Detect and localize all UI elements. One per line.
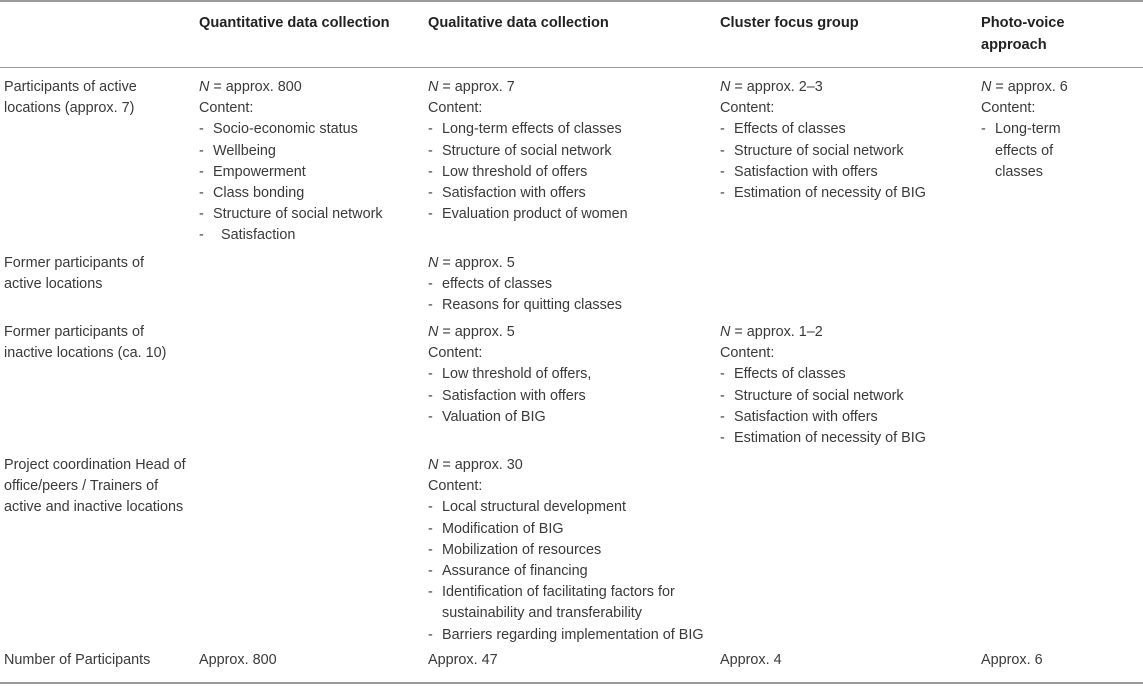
list-item: - Satisfaction with offers <box>720 163 878 180</box>
list-item: - Low threshold of offers, <box>428 366 592 383</box>
content-label: Content: <box>981 100 1036 117</box>
totals-label: Number of Participants <box>4 652 151 668</box>
list-item: - Local structural development <box>428 499 626 516</box>
list-item: - Effects of classes <box>720 121 846 138</box>
cell-qual-former-active <box>428 253 714 317</box>
header-cluster-focus-group: Cluster focus group <box>720 15 859 31</box>
list-item: - Satisfaction with offers <box>428 387 586 404</box>
list-item: - Long-term effects of classes <box>981 121 1061 180</box>
content-label: Content: <box>720 345 775 362</box>
content-label: Content: <box>428 478 483 495</box>
cell-quant-active <box>199 77 421 247</box>
row-label-former-inactive: Former participants of inactive locations (ca. 10) <box>4 324 167 362</box>
n-line: N = approx. 800 <box>199 79 302 95</box>
cell-qual-active <box>428 77 714 225</box>
list-item: - Reasons for quitting classes <box>428 297 622 314</box>
cell-photo-active <box>981 77 1136 183</box>
header-quantitative: Quantitative data collection <box>199 15 390 31</box>
content-label: Content: <box>428 345 483 362</box>
list-item: - Satisfaction with offers <box>720 408 878 425</box>
cell-cluster-active <box>720 77 975 204</box>
list-item: - Assurance of financing <box>428 563 588 580</box>
list-item: - Structure of social network <box>720 387 904 404</box>
content-list <box>981 119 1136 183</box>
content-list <box>428 274 714 316</box>
list-item: - Structure of social network <box>428 142 612 159</box>
list-item: - Structure of social network <box>199 206 383 223</box>
list-item: - Long-term effects of classes <box>428 121 622 138</box>
list-item: - Wellbeing <box>199 142 276 159</box>
list-item: - Mobilization of resources <box>428 541 602 558</box>
top-rule <box>0 0 1143 2</box>
n-line: N = approx. 6 <box>981 79 1068 95</box>
list-item: - Satisfaction <box>199 227 296 244</box>
list-item: - Barriers regarding implementation of BIG <box>428 626 704 643</box>
content-label: Content: <box>199 100 254 117</box>
n-line: N = approx. 2–3 <box>720 79 823 95</box>
totals-quantitative: Approx. 800 <box>199 652 277 668</box>
content-label: Content: <box>428 100 483 117</box>
header-qualitative: Qualitative data collection <box>428 15 609 31</box>
content-label: Content: <box>720 100 775 117</box>
content-list <box>720 364 975 449</box>
list-item: - Socio-economic status <box>199 121 358 138</box>
n-line: N = approx. 1–2 <box>720 324 823 340</box>
totals-cluster: Approx. 4 <box>720 652 782 668</box>
content-list <box>720 119 975 204</box>
n-line: N = approx. 30 <box>428 457 523 473</box>
list-item: - Identification of facilitating factors for sustainability and transferability <box>428 584 675 622</box>
content-list <box>428 364 714 428</box>
bottom-rule <box>0 682 1143 684</box>
list-item: - Class bonding <box>199 185 305 202</box>
content-list <box>428 497 714 645</box>
header-rule <box>0 67 1143 68</box>
header-photo-voice: Photo-voice approach <box>981 15 1065 53</box>
cell-cluster-former-inactive <box>720 322 975 449</box>
list-item: - Valuation of BIG <box>428 408 546 425</box>
totals-qualitative: Approx. 47 <box>428 652 498 668</box>
row-label-active-locations: Participants of active locations (approx. 7) <box>4 79 137 117</box>
list-item: - Evaluation product of women <box>428 206 628 223</box>
totals-photo-voice: Approx. 6 <box>981 652 1043 668</box>
list-item: - Estimation of necessity of BIG <box>720 430 926 447</box>
list-item: - Low threshold of offers <box>428 163 588 180</box>
n-line: N = approx. 7 <box>428 79 515 95</box>
list-item: - Empowerment <box>199 163 306 180</box>
cell-qual-former-inactive <box>428 322 714 428</box>
row-label-former-active: Former participants of active locations <box>4 255 144 293</box>
list-item: - Effects of classes <box>720 366 846 383</box>
n-line: N = approx. 5 <box>428 255 515 271</box>
list-item: - Structure of social network <box>720 142 904 159</box>
row-label-project-coordination: Project coordination Head of office/peers / Trainers of active and inactive locations <box>4 457 186 516</box>
cell-qual-project-coordination <box>428 455 714 646</box>
list-item: - Satisfaction with offers <box>428 185 586 202</box>
list-item: - Modification of BIG <box>428 520 564 537</box>
n-line: N = approx. 5 <box>428 324 515 340</box>
content-list <box>428 119 714 225</box>
list-item: - effects of classes <box>428 276 553 293</box>
content-list <box>199 119 421 246</box>
list-item: - Estimation of necessity of BIG <box>720 185 926 202</box>
